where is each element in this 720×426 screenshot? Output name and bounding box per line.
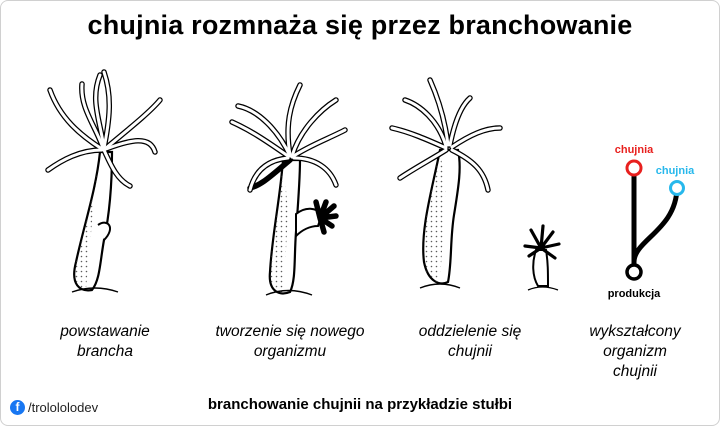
side-branch-label: chujnia [655,165,695,177]
page-title: chujnia rozmnaża się przez branchowanie [87,10,633,40]
facebook-icon: f [10,400,25,415]
handle-text: /trolololodev [28,400,99,415]
git-branch-diagram [608,144,695,300]
social-handle[interactable] [10,400,98,415]
side-branch-node [671,182,684,195]
caption-stage-4: wykształcony organizm chujnii [589,323,681,380]
hydra-stage-3 [392,80,500,288]
main-branch-node [627,161,641,175]
hydra-stage-2 [232,85,345,295]
caption-stage-3: oddzielenie się chujnii [418,323,522,360]
hydra-small [525,226,559,290]
caption-stage-1: powstawanie brancha [60,323,150,360]
caption-stage-2: tworzenie się nowego organizmu [215,323,365,360]
hydra-stage-1 [48,72,160,292]
base-label: produkcja [607,288,661,300]
base-node [627,265,641,279]
figure-subtitle: branchowanie chujnii na przykładzie stułbi [207,396,513,413]
main-branch-label: chujnia [614,144,654,156]
